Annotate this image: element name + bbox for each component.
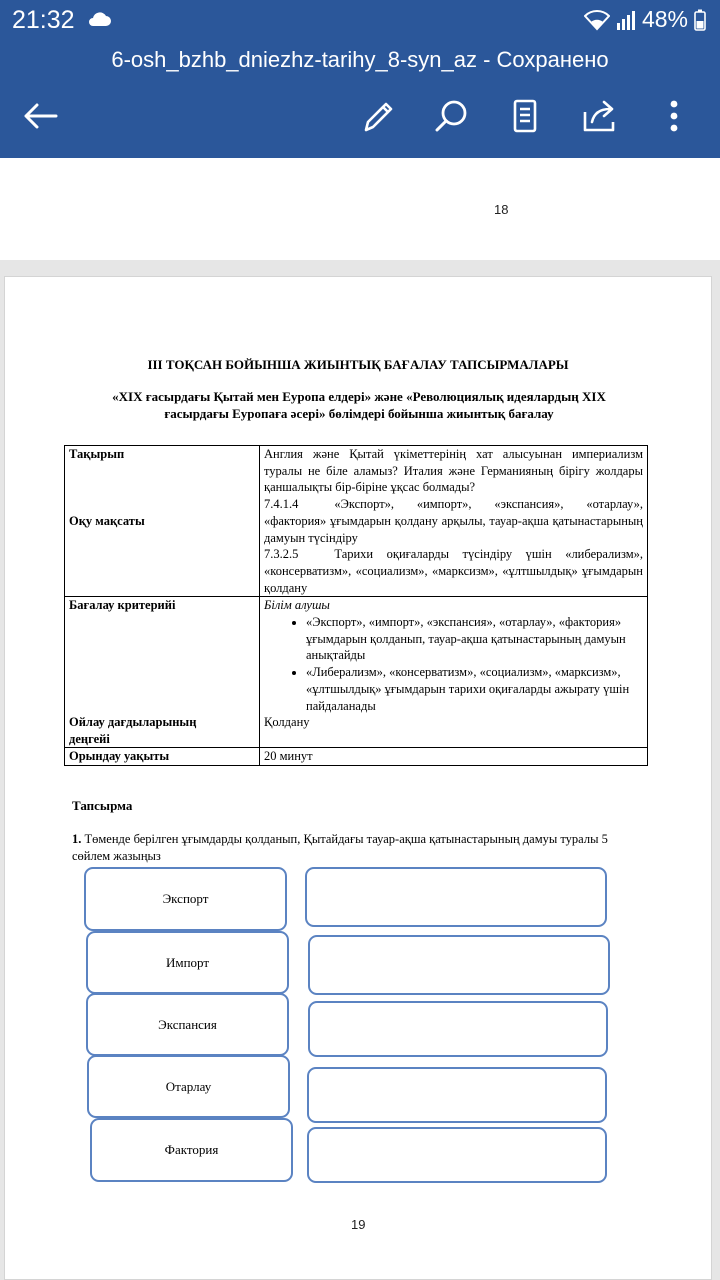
cloud-icon [86, 10, 112, 28]
term-box [84, 867, 287, 931]
table-row [65, 748, 648, 766]
page-number: 19 [351, 1217, 366, 1232]
answer-box[interactable] [308, 1001, 608, 1057]
back-arrow-icon[interactable] [20, 96, 60, 136]
page-number: 18 [494, 202, 509, 217]
reading-view-icon[interactable] [505, 96, 545, 136]
term-box [86, 993, 289, 1056]
term-box [87, 1055, 290, 1118]
list-item: • «Экспорт», «импорт», «экспансия», «отарлау», «фактория» ұғымдарын қолданып, тауар-ақша қатынастарының дамуын анықтайды [306, 614, 643, 664]
wifi-icon [584, 9, 610, 31]
objective-code: 7.3.2.5 [264, 547, 299, 562]
answer-box[interactable] [307, 1067, 607, 1123]
objectives-label: Оқу мақсаты [69, 513, 145, 528]
app-bar [0, 0, 720, 158]
list-item: • «Либерализм», «консерватизм», «социализм», «марксизм», «ұлтшылдық» ұғымдарын тарихи оқиғаларды ажырату үшін пайдаланады [306, 664, 643, 714]
assessment-table [64, 445, 648, 766]
battery-icon [694, 9, 706, 31]
page-subheading [65, 388, 653, 422]
criteria-intro: Білім алушы [264, 598, 330, 613]
objective-text: «Экспорт», «импорт», «экспансия», «отарлау», «фактория» ұғымдарын қолдану арқылы, тауар-ақша қатынастарының дамуын түсіндіру [264, 497, 643, 545]
thinking-label: Ойлау дағдыларының [69, 715, 197, 730]
table-cell-label [65, 446, 260, 597]
signal-icon [616, 9, 636, 31]
term-box [86, 931, 289, 994]
answer-box[interactable] [305, 867, 607, 927]
thinking-label: деңгейі [69, 731, 110, 746]
edit-pencil-icon[interactable] [358, 96, 398, 136]
term-label: Импорт [165, 954, 210, 970]
objective-text: Тарихи оқиғаларды түсіндіру үшін «либерализм», «консерватизм», «социализм», «марксизм», «ұлтшылдық» ұғымдарын қолдану [264, 547, 643, 595]
table-cell-value [260, 446, 648, 597]
page-heading: III ТОҚСАН БОЙЫНША ЖИЫНТЫҚ БАҒАЛАУ ТАПСЫРМАЛАРЫ [147, 357, 569, 372]
subheading-line: ғасырдағы Еуропаға әсері» бөлімдері бойынша жиынтық бағалау [164, 406, 554, 421]
thinking-value: Қолдану [264, 715, 310, 730]
document-title: 6-osh_bzhb_dniezhz-tarihy_8-syn_az - Сохранено [111, 47, 609, 72]
term-label: Экспансия [158, 1016, 217, 1032]
time-label: Орындау уақыты [65, 748, 260, 766]
question-number: 1. [72, 832, 82, 846]
topic-text: Англия және Қытай үкіметтерінің хат алысуынан империализм туралы не біле аламыз? Италия және Германияның бірігу жолдары қаншалықты бір-біріне ұқсас болмады? [264, 447, 643, 495]
previous-page-bottom [0, 158, 720, 260]
share-icon[interactable] [580, 96, 620, 136]
answer-box[interactable] [308, 935, 610, 995]
criteria-list [264, 614, 643, 714]
objective-code: 7.4.1.4 [264, 497, 299, 512]
time-value: 20 минут [260, 748, 648, 766]
term-label: Фактория [164, 1142, 219, 1157]
term-box [90, 1118, 293, 1182]
term-label: Отарлау [165, 1078, 212, 1094]
objective-2 [264, 546, 643, 596]
battery-level: 48% [641, 6, 688, 32]
term-label: Экспорт [162, 891, 209, 906]
table-row [65, 446, 648, 597]
status-time: 21:32 [12, 6, 75, 34]
table-cell-label [65, 597, 260, 748]
table-cell-value [260, 597, 648, 748]
question-text: Төменде берілген ұғымдарды қолданып, Қытайдағы тауар-ақша қатынастарының дамуы туралы 5 сөйлем жазыңыз [72, 832, 608, 863]
subheading-line: «XIX ғасырдағы Қытай мен Еуропа елдері» және «Революциялық идеялардың XIX [112, 389, 606, 404]
answer-box[interactable] [307, 1127, 607, 1183]
status-bar [0, 0, 720, 42]
document-page [4, 276, 712, 1280]
more-options-icon[interactable] [654, 96, 694, 136]
search-icon[interactable] [432, 96, 472, 136]
objective-1 [264, 496, 643, 546]
task-title: Тапсырма [72, 798, 133, 813]
task-question [72, 831, 612, 865]
criteria-label: Бағалау критерийі [69, 598, 176, 613]
table-row [65, 597, 648, 748]
topic-label: Тақырып [69, 447, 125, 461]
